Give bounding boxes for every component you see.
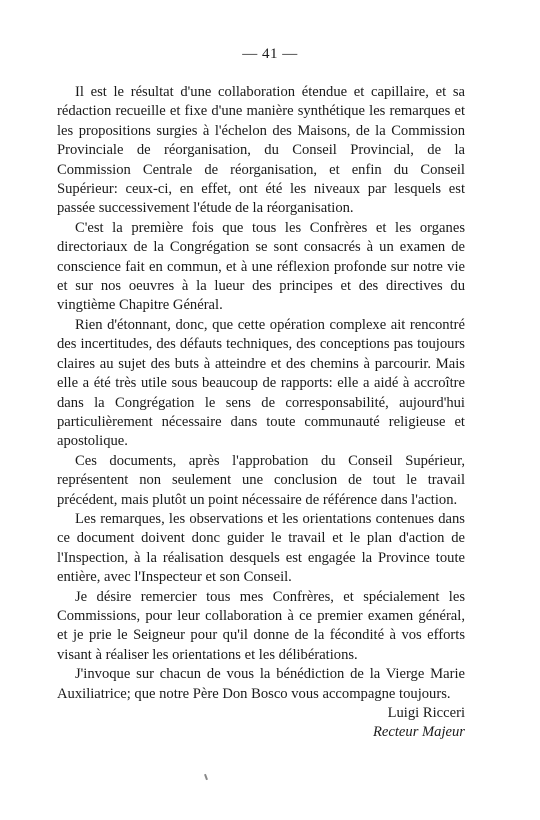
letter-body [57, 83, 465, 743]
paragraph-2: C'est la première fois que tous les Confrères et les organes directoriaux de la Congrégation se sont consacrés à un examen de conscience fait en commun, et à une réflexion profonde sur notre vie et sur nos oeuvres à la lueur des principes et des directives du vingtième Chapitre Général. [57, 219, 465, 314]
signature-title: Recteur Majeur [373, 724, 465, 741]
page-number: — 41 — [242, 46, 298, 62]
paragraph-6: Je désire remercier tous mes Confrères, et spécialement les Commissions, pour leur collaboration à ce premier examen général, et je prie le Seigneur pour qu'il donne de la fécondité à vos efforts visant à réaliser les orientations et les délibérations. [57, 588, 465, 663]
paragraph-5: Les remarques, les observations et les orientations contenues dans ce document doivent donc guider le travail et le plan d'action de l'Inspection, à la réalisation desquels est engagée la Province toute entière, avec l'Inspecteur et son Conseil. [57, 510, 465, 586]
paragraph-7: J'invoque sur chacun de vous la bénédiction de la Vierge Marie Auxiliatrice; que notre Père Don Bosco vous accompagne toujours. [57, 666, 465, 702]
paragraph-3: Rien d'étonnant, donc, que cette opération complexe ait rencontré des incertitudes, des défauts techniques, des conceptions pas toujours claires au sujet des buts à atteindre et des chemins à parcourir. Mais elle a été très utile sous beaucoup de rapports: elle a aidé à accroître dans la Congrégation le sens de corresponsabilité, aujourd'hui particulièrement nécessaire dans toute communauté religieuse et apostolique. [57, 316, 465, 450]
signature-name: Luigi Ricceri [387, 705, 465, 721]
paragraph-1: Il est le résultat d'une collaboration étendue et capillaire, et sa rédaction recueille et fixe d'une manière synthétique les remarques et les propositions surgies à l'échelon des Maisons, de la Commission Provinciale de réorganisation, du Conseil Provincial, de la Commission Centrale de réorganisation, et enfin du Conseil Supérieur: ceux-ci, en effet, ont été les niveaux par lesquels est passée successivement l'étude de la réorganisation. [57, 84, 465, 217]
signature-block [57, 704, 465, 743]
paragraph-4: Ces documents, après l'approbation du Conseil Supérieur, représentent non seulement une conclusion de tout le travail précédent, mais plutôt un point nécessaire de référence dans l'action. [57, 452, 465, 508]
scan-speck-mark [204, 774, 208, 780]
